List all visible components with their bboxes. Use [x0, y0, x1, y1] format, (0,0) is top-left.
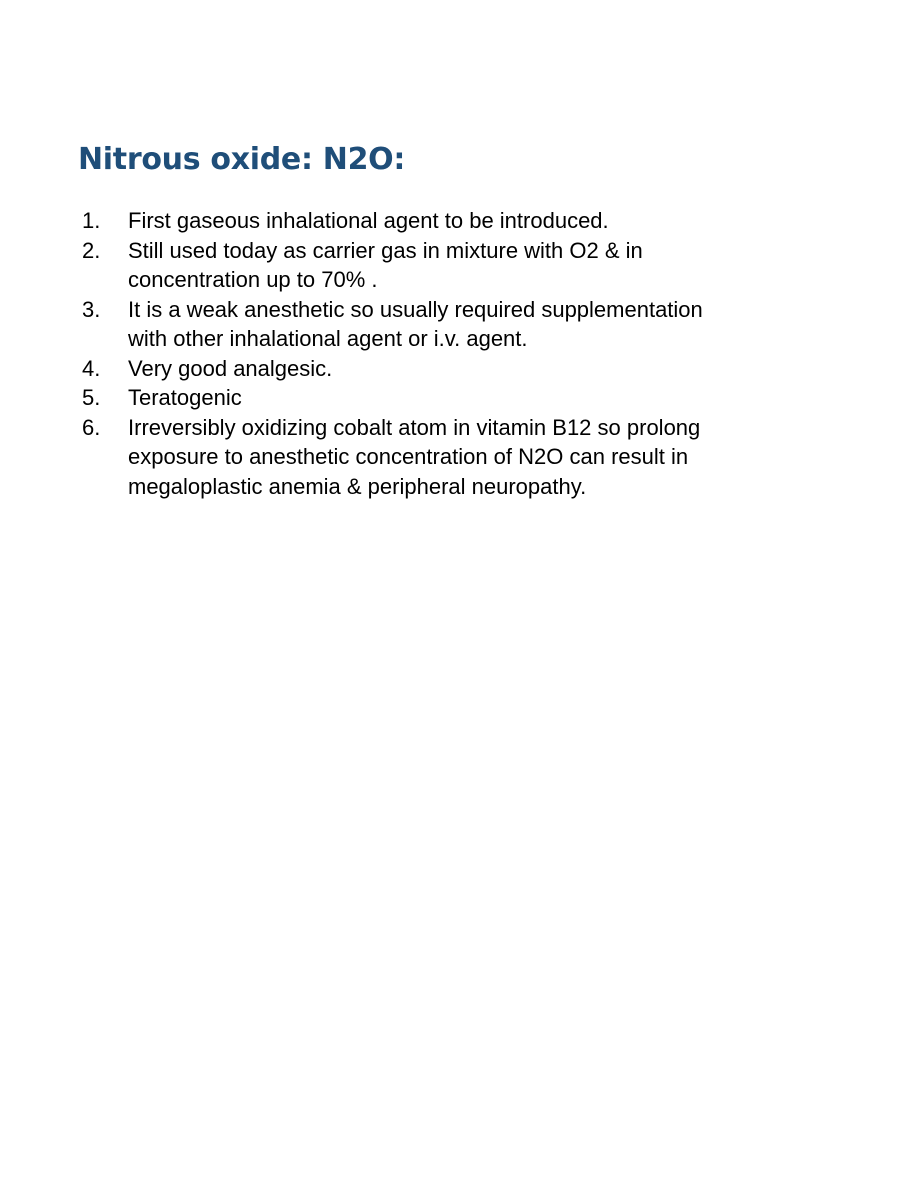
list-item-number: 1.: [82, 208, 101, 233]
list-item: [82, 295, 742, 354]
list-item-number: 5.: [82, 385, 101, 410]
list-item-number: 2.: [82, 237, 101, 263]
list-item-text: Teratogenic: [128, 385, 242, 410]
list-item-number: 6.: [82, 414, 101, 440]
list-item-text: Still used today as carrier gas in mixture with O2 & in concentration up to 70% .: [128, 237, 643, 292]
list-item: [82, 383, 742, 413]
list-item-number: 3.: [82, 296, 101, 322]
list-item: [82, 236, 742, 295]
list-item-text: Irreversibly oxidizing cobalt atom in vitamin B12 so prolong exposure to anesthetic concentration of N2O can result in megaloplastic anemia & peripheral neuropathy.: [128, 414, 701, 499]
list-item: [82, 354, 742, 384]
list-item-number: 4.: [82, 355, 101, 381]
list-item-text: Very good analgesic.: [128, 355, 333, 381]
list-item-text: It is a weak anesthetic so usually required supplementation with other inhalational agent or i.v. agent.: [128, 296, 703, 351]
page-title: Nitrous oxide: N2O:: [78, 142, 406, 177]
numbered-list: [82, 206, 742, 501]
list-item: [82, 413, 742, 502]
list-item: [82, 206, 742, 236]
list-item-text: First gaseous inhalational agent to be introduced.: [128, 208, 609, 233]
